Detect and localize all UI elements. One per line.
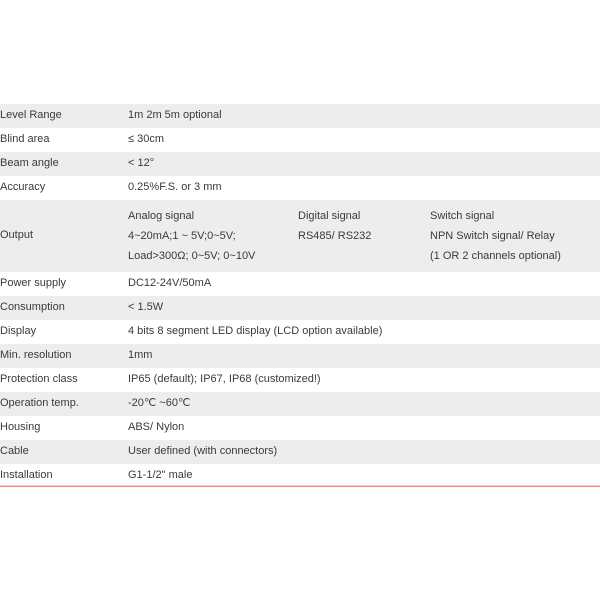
output-analog-title: Analog signal [128, 210, 195, 222]
specification-table [0, 104, 600, 488]
row-label: Power supply [0, 272, 128, 296]
table-row [0, 176, 600, 200]
output-column-analog [128, 206, 298, 266]
table-row [0, 368, 600, 392]
output-columns [128, 206, 600, 266]
table-row [0, 440, 600, 464]
output-digital-line1: RS485/ RS232 [298, 230, 372, 242]
row-value: 4 bits 8 segment LED display (LCD option available) [128, 320, 600, 344]
row-value: ABS/ Nylon [128, 416, 600, 440]
output-switch-line2: (1 OR 2 channels optional) [430, 250, 561, 262]
table-row [0, 128, 600, 152]
table-row-output [0, 200, 600, 272]
row-value: DC12-24V/50mA [128, 272, 600, 296]
row-label: Min. resolution [0, 344, 128, 368]
row-label: Output [0, 200, 128, 272]
table-row [0, 416, 600, 440]
row-label: Consumption [0, 296, 128, 320]
table-row [0, 296, 600, 320]
row-value: User defined (with connectors) [128, 440, 600, 464]
table-row [0, 152, 600, 176]
row-value: -20℃ ~60℃ [128, 392, 600, 416]
output-analog-line2: Load>300Ω; 0~5V; 0~10V [128, 250, 256, 262]
specification-table-container [0, 104, 600, 488]
row-label: Accuracy [0, 176, 128, 200]
row-label: Installation [0, 464, 128, 488]
row-value: 1m 2m 5m optional [128, 104, 600, 128]
row-label: Housing [0, 416, 128, 440]
table-row [0, 272, 600, 296]
row-value: < 12° [128, 152, 600, 176]
row-value-output [128, 200, 600, 272]
output-switch-line1: NPN Switch signal/ Relay [430, 230, 555, 242]
row-label: Beam angle [0, 152, 128, 176]
row-label: Protection class [0, 368, 128, 392]
bottom-divider [0, 485, 600, 487]
row-label: Cable [0, 440, 128, 464]
row-value: IP65 (default); IP67, IP68 (customized!) [128, 368, 600, 392]
row-label: Display [0, 320, 128, 344]
output-analog-line1: 4~20mA;1 ~ 5V;0~5V; [128, 230, 236, 242]
divider-accent-line [0, 486, 600, 487]
row-value: ≤ 30cm [128, 128, 600, 152]
row-value: G1-1/2" male [128, 464, 600, 488]
output-digital-title: Digital signal [298, 210, 361, 222]
row-label: Blind area [0, 128, 128, 152]
row-value: 0.25%F.S. or 3 mm [128, 176, 600, 200]
table-row [0, 392, 600, 416]
table-row [0, 104, 600, 128]
output-column-digital [298, 206, 430, 266]
output-switch-title: Switch signal [430, 210, 495, 222]
output-column-switch [430, 206, 590, 266]
row-label: Level Range [0, 104, 128, 128]
table-row [0, 344, 600, 368]
row-value: < 1.5W [128, 296, 600, 320]
table-row [0, 320, 600, 344]
row-value: 1mm [128, 344, 600, 368]
row-label: Operation temp. [0, 392, 128, 416]
